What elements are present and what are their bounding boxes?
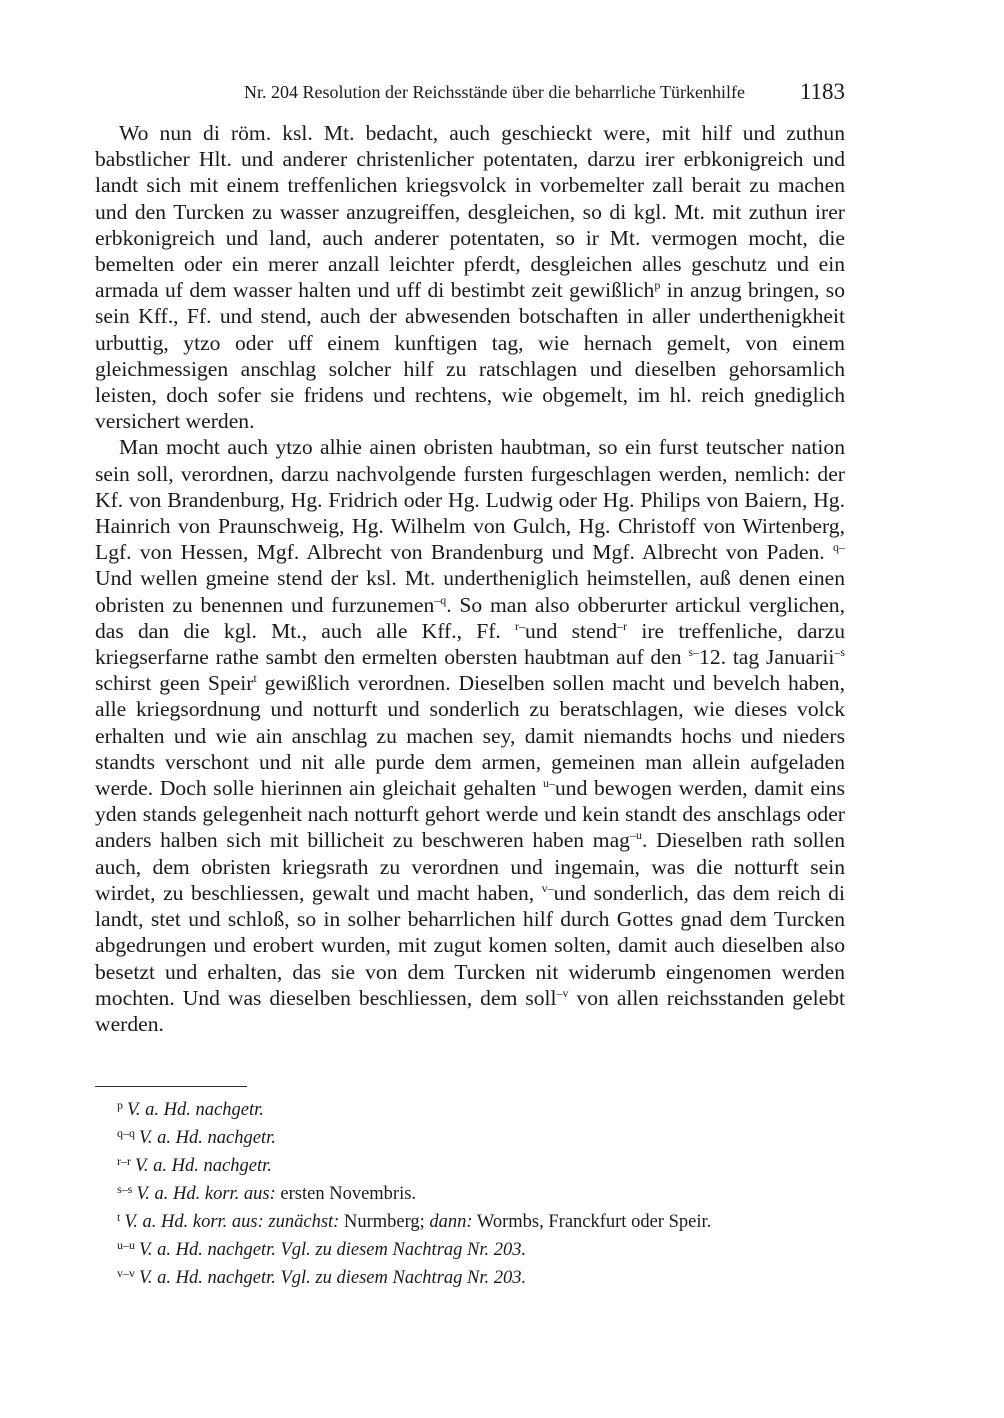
text-run: Und wellen gmeine stend der ksl. Mt. undertheniglich heimstellen, auß denen einen obristen zu benennen und furzunemen (95, 566, 845, 617)
footnote-marker[interactable]: –v (556, 985, 569, 1000)
footnote-marker[interactable]: r– (515, 618, 525, 633)
text-run: und stend (525, 618, 618, 643)
footnote-marker[interactable]: v– (541, 880, 554, 895)
footnote-marker[interactable]: –s (834, 645, 845, 660)
footnote-q (95, 1122, 845, 1150)
text-run: von allen reichsstanden gelebt werden. (95, 985, 845, 1036)
footnote-text: V. a. Hd. nachgetr. (139, 1128, 276, 1148)
paragraph-2 (95, 434, 845, 1037)
text-run: schirst geen Speir (95, 671, 254, 696)
footnote-mark: u–u (117, 1238, 135, 1252)
text-run: Man mocht auch ytzo alhie ainen obristen haubtman, so ein furst teutscher nation sein soll, verordnen, darzu nachvolgende fursten furgeschlagen werden, nemlich: der Kf. von Brandenburg, Hg. Fridrich oder Hg. Ludwig oder Hg. Philips von Baiern, Hg. Hainrich von Praunschweig, Hg. Wilhelm von Gulch, Hg. Christoff von Wirtenberg, Lgf. von Hessen, Mgf. Albrecht von Brandenburg und Mgf. Albrecht von Paden. (95, 435, 845, 565)
footnote-mark: v–v (117, 1266, 135, 1280)
footnote-r (95, 1150, 845, 1178)
main-text (95, 120, 845, 1037)
footnote-text: V. a. Hd. korr. aus: (136, 1184, 276, 1204)
footnote-t (95, 1206, 845, 1234)
footnote-mark: t (117, 1210, 121, 1224)
footnote-mark: p (117, 1098, 123, 1112)
text-run: und bewogen werden, damit eins yden stands gelegenheit nach notturft gehort werde und kein standt des anschlags oder anders halben sich mit billicheit zu beschweren haben mag (95, 776, 845, 853)
text-run: ire treffenliche, darzu kriegserfarne rathe sambt den ermelten obersten haubtman auf den (95, 618, 845, 670)
footnote-text: Wormbs, Franckfurt oder Speir. (472, 1212, 712, 1232)
footnote-text: V. a. Hd. nachgetr. Vgl. zu diesem Nachtrag Nr. 203. (139, 1268, 527, 1288)
footnote-mark: q–q (117, 1126, 135, 1140)
text-run: und sonderlich, das dem reich di landt, stet und schloß, so in solher beharrlichen hilf durch Gottes gnad dem Turcken abgedrungen und erobert wurden, mit zugut komen solten, damit auch dieselben also besetzt und erhalten, das sie von dem Turcken nit widerumb eingenomen werden mochten. Und was dieselben beschliessen, dem soll (95, 880, 845, 1010)
footnote-text: ersten Novembris. (275, 1184, 417, 1204)
text-run: gewißlich verordnen. Dieselben sollen macht und bevelch haben, alle kriegsordnung und notturft und sonderlich zu beratschlagen, wie dieses volck erhalten und wie ain anschlag zu machen sey, damit niemandts hochs und nieders standts verschont und nit alle purde dem armen, gemeinen man allein aufgeladen werde. Doch solle hierinnen ain gleichait gehalten (95, 671, 845, 801)
footnote-text: V. a. Hd. nachgetr. (127, 1100, 264, 1120)
footnote-text: dann: (429, 1212, 473, 1232)
footnote-text: Nurmberg; (339, 1212, 430, 1232)
footnote-mark: r–r (117, 1154, 131, 1168)
footnote-marker[interactable]: –r (617, 618, 628, 633)
footnote-divider (95, 1086, 247, 1087)
footnote-v (95, 1262, 845, 1290)
text-run: in anzug bringen, so sein Kff., Ff. und stend, auch der abwesenden botschaften in aller underthenigkheit urbuttig, ytzo oder uff einem kunftigen tag, wie hernach gemelt, von einem gleichmessigen anschlag solcher hilf zu ratschlagen und dieselben gehorsamlich leisten, doch sofer sie fridens und rechtens, wie obgemelt, im hl. reich gnediglich versichert werden. (95, 278, 845, 434)
footnote-marker[interactable]: u– (542, 776, 555, 791)
footnote-text: V. a. Hd. nachgetr. Vgl. zu diesem Nachtrag Nr. 203. (139, 1240, 527, 1260)
footnote-text: V. a. Hd. nachgetr. (135, 1156, 272, 1176)
page-header (95, 80, 845, 108)
footnote-marker[interactable]: s– (688, 645, 700, 660)
running-title: Nr. 204 Resolution der Reichsstände über die beharrliche Türkenhilfe (243, 82, 745, 102)
text-run: 12. tag Januarii (699, 645, 835, 670)
page-number: 1183 (799, 79, 845, 104)
footnote-marker[interactable]: p (654, 278, 661, 293)
footnote-marker[interactable]: –u (629, 828, 642, 843)
footnote-marker[interactable]: t (253, 671, 257, 686)
text-run: . So man also obberurter artickul verglichen, das dan die kgl. Mt., auch alle Kff., Ff. (95, 592, 846, 643)
footnote-u (95, 1234, 845, 1262)
text-run: . Dieselben rath sollen auch, dem obristen kriegsrath zu verordnen und ingemain, was die notturft sein wirdet, zu beschliessen, gewalt und macht haben, (95, 828, 845, 905)
footnote-marker[interactable]: –q (434, 592, 447, 607)
text-run: Wo nun di röm. ksl. Mt. bedacht, auch geschieckt were, mit hilf und zuthun babstlicher Hlt. und anderer christenlicher potentaten, darzu irer erbkonigreich und landt sich mit einem treffenlichen kriegsvolck in vorbemelter zall berait zu machen und den Turcken zu wasser anzugreiffen, desgleichen, so di kgl. Mt. mit zuthun irer erbkonigreich und land, auch anderer potentaten, so ir Mt. vermogen mocht, die bemelten oder ein merer anzall leichter pferdt, desgleichen alles geschutz und ein armada uf dem wasser halten und uff di bestimbt zeit gewißlich (95, 121, 845, 303)
footnote-mark: s–s (117, 1182, 133, 1196)
footnote-text: V. a. Hd. korr. aus: zunächst: (124, 1212, 340, 1232)
paragraph-1 (95, 120, 845, 434)
footnote-p (95, 1094, 845, 1122)
footnote-marker[interactable]: q– (833, 540, 845, 555)
footnotes (95, 1094, 845, 1290)
footnote-s (95, 1178, 845, 1206)
